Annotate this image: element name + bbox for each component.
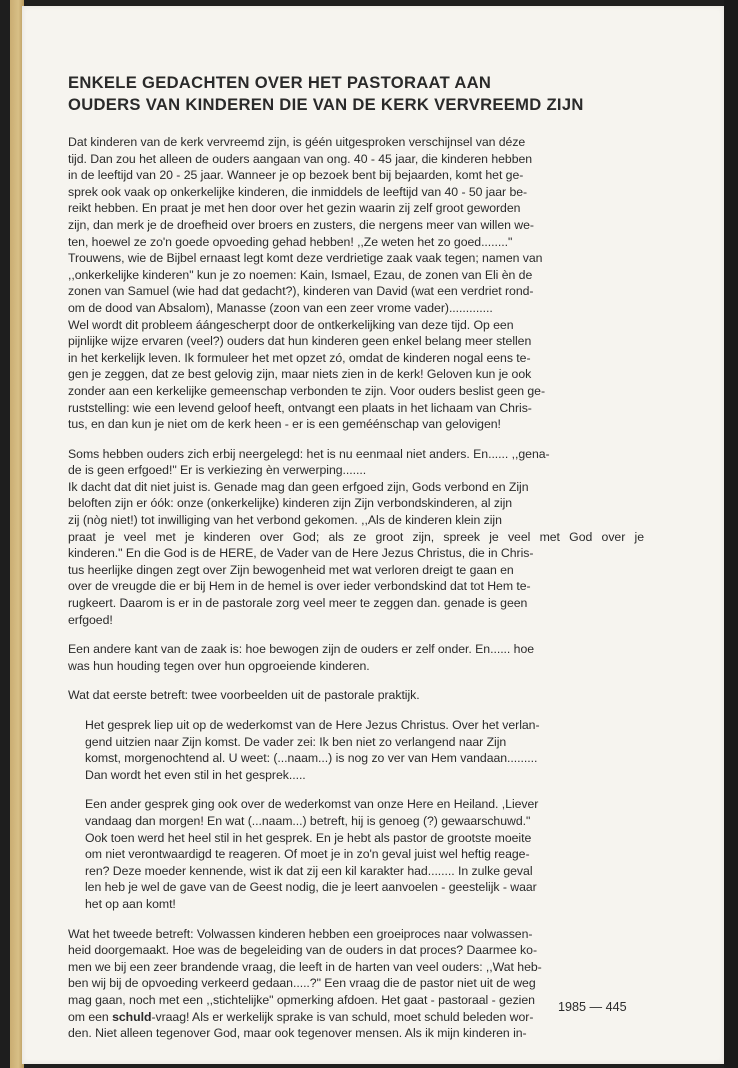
text-line: de is geen erfgoed!" Er is verkiezing èn verwerping....... (68, 463, 367, 478)
paragraph (68, 926, 644, 1042)
paragraph (68, 717, 644, 783)
text-line: over de vreugde die er bij Hem in de hemel is over ieder verbondskind dat tot Hem te- (68, 579, 531, 594)
text-line: Dat kinderen van de kerk vervreemd zijn, is géén uitgesproken verschijnsel van déze (68, 135, 526, 149)
article-body (68, 134, 644, 1042)
text-line: het op aan komt! (85, 896, 176, 911)
paragraph (68, 641, 644, 674)
text-line: ren? Deze moeder kennende, wist ik dat zij een kil karakter had........ In zulke geval (85, 863, 533, 878)
text-line: rugkeert. Daarom is er in de pastorale zorg veel meer te zeggen dan. genade is geen (68, 596, 528, 611)
text-line: Trouwens, wie de Bijbel ernaast legt komt deze verdrietige zaak vaak tegen; namen van (68, 251, 543, 266)
text-line: ruststelling: wie een levend geloof heeft, ontvangt een plaats in het lichaam van Chris- (68, 400, 532, 415)
page-number: 1985 — 445 (558, 1000, 627, 1014)
text-line: was hun houding tegen over hun opgroeiende kinderen. (68, 658, 370, 673)
text-line: reikt hebben. En praat je met hen door over het gezin waarin zij zelf groot geworden (68, 201, 521, 216)
paragraph-gap (68, 783, 644, 796)
text-line: vandaag dan morgen! En wat (...naam...) betreft, hij is genoeg (?) gewaarschuwd." (85, 813, 531, 828)
text-line: gend uitzien naar Zijn komst. De vader zei: Ik ben niet zo verlangend naar Zijn (85, 734, 507, 749)
paragraph (68, 446, 644, 629)
text-line: men we bij een zeer brandende vraag, die leeft in de harten van veel ouders: ,,Wat heb- (68, 959, 542, 974)
text-line: Een ander gesprek ging ook over de wederkomst van onze Here en Heiland. ,Liever (85, 797, 539, 812)
title-line: OUDERS VAN KINDEREN DIE VAN DE KERK VERVREEMD ZIJN (68, 95, 584, 114)
text-line: erfgoed! (68, 612, 113, 627)
text-line: om een schuld-vraag! Als er werkelijk sprake is van schuld, moet schuld beleden wor- (68, 1009, 534, 1024)
text-line: kinderen." En die God is de HERE, de Vader van de Here Jezus Christus, die in Chris- (68, 546, 534, 561)
article (68, 72, 644, 1042)
text-line: heid doorgemaakt. Hoe was de begeleiding van de ouders in dat proces? Daarmee ko- (68, 943, 537, 958)
text-line: mag gaan, noch met een ,,stichtelijke" opmerking afdoen. Het gaat - pastoraal - gezien (68, 992, 535, 1007)
paragraph (68, 796, 644, 912)
text-line: tijd. Dan zou het alleen de ouders aangaan van ong. 40 - 45 jaar, die kinderen hebben (68, 151, 533, 166)
text-line: Wat het tweede betreft: Volwassen kinderen hebben een groeiproces naar volwassen- (68, 926, 533, 941)
paragraph-gap (68, 433, 644, 446)
paragraph-gap (68, 913, 644, 926)
text-line: om de dood van Absalom), Manasse (zoon van een zeer vrome vader)............. (68, 300, 493, 315)
text-line: in de leeftijd van 20 - 25 jaar. Wanneer je op bezoek bent bij bejaarden, komt het ge- (68, 168, 524, 183)
text-line: pijnlijke wijze ervaren (veel?) ouders dat hun kinderen geen enkel belang meer stellen (68, 334, 532, 349)
text-line: praat je veel met je kinderen over God; als ze groot zijn, spreek je veel met God over je (68, 529, 644, 544)
text-line: ben wij bij de opvoeding verkeerd gedaan.....?" Een vraag die de pastor niet uit de weg (68, 976, 536, 991)
text-line: zonder aan een kerkelijke gemeenschap verbonden te zijn. Voor ouders beslist geen ge- (68, 383, 546, 398)
scan-edge (724, 0, 738, 1068)
text-line: tus, en dan kun je niet om de kerk heen - er is een geméénschap van gelovigen! (68, 417, 501, 432)
text-line: komst, morgenochtend al. U weet: (...naam...) is nog zo ver van Hem vandaan......... (85, 751, 538, 766)
paragraph-gap (68, 674, 644, 687)
text-line: zijn, dan merk je de droefheid over broers en zusters, die nergens meer van willen we- (68, 217, 534, 232)
text-line: zij (nòg niet!) tot inwilliging van het verbond gekomen. ,,Als de kinderen klein zijn (68, 513, 502, 528)
emphasis: schuld (112, 1009, 152, 1024)
text-line: Een andere kant van de zaak is: hoe bewogen zijn de ouders er zelf onder. En...... hoe (68, 642, 535, 657)
text-line: Ik dacht dat dit niet juist is. Genade mag dan geen erfgoed zijn, Gods verbond en Zijn (68, 479, 529, 494)
text-line: zonen van Samuel (wie had dat gedacht?), kinderen van David (wat een verdriet rond- (68, 284, 534, 299)
text-line: beloften zijn er óók: onze (onkerkelijke) kinderen zijn Zijn verbondskinderen, al zijn (68, 496, 513, 511)
text-line: Wat dat eerste betreft: twee voorbeelden uit de pastorale praktijk. (68, 688, 420, 703)
text-line: tus heerlijke dingen zegt over Zijn bewogenheid met wat verloren dreigt te gaan en (68, 562, 514, 577)
title-line: ENKELE GEDACHTEN OVER HET PASTORAAT AAN (68, 73, 492, 92)
text-line: ,,onkerkelijke kinderen" kun je zo noemen: Kain, Ismael, Ezau, de zonen van Eli èn de (68, 267, 533, 282)
paragraph (68, 134, 644, 433)
paragraph-gap (68, 704, 644, 717)
paragraph (68, 687, 644, 704)
text-line: Dan wordt het even stil in het gesprek..... (85, 767, 306, 782)
text-line: Ook toen werd het heel stil in het gesprek. En je hebt als pastor de grootste moeite (85, 830, 532, 845)
paragraph-gap (68, 628, 644, 641)
text-line: ten, hoewel ze zo'n goede opvoeding gehad hebben! ,,Ze weten het zo goed........" (68, 234, 513, 249)
text-line: gen je zeggen, dat ze best gelovig zijn, maar niets zien in de kerk! Geloven kun je ook (68, 367, 532, 382)
text-line: in het kerkelijk leven. Ik formuleer het met opzet zó, omdat de kinderen nogal eens te- (68, 350, 531, 365)
text-line: sprek ook vaak op onkerkelijke kinderen, die inmiddels de leeftijd van 40 - 50 jaar be- (68, 184, 528, 199)
text-line: Soms hebben ouders zich erbij neergelegd: het is nu eenmaal niet anders. En...... ,,gena- (68, 446, 550, 461)
text-line: len heb je wel de gave van de Geest nodig, die je leert aanvoelen - geestelijk - waar (85, 880, 537, 895)
text-line: den. Niet alleen tegenover God, maar ook tegenover mensen. Als ik mijn kinderen in- (68, 1026, 527, 1041)
text-line: Wel wordt dit probleem áángescherpt door de ontkerkelijking van deze tijd. Op een (68, 317, 514, 332)
text-line: om niet verontwaardigd te reageren. Of moet je in zo'n geval juist wel heftig reage- (85, 847, 530, 862)
article-title (68, 72, 644, 116)
text-line: Het gesprek liep uit op de wederkomst van de Here Jezus Christus. Over het verlan- (85, 718, 540, 732)
